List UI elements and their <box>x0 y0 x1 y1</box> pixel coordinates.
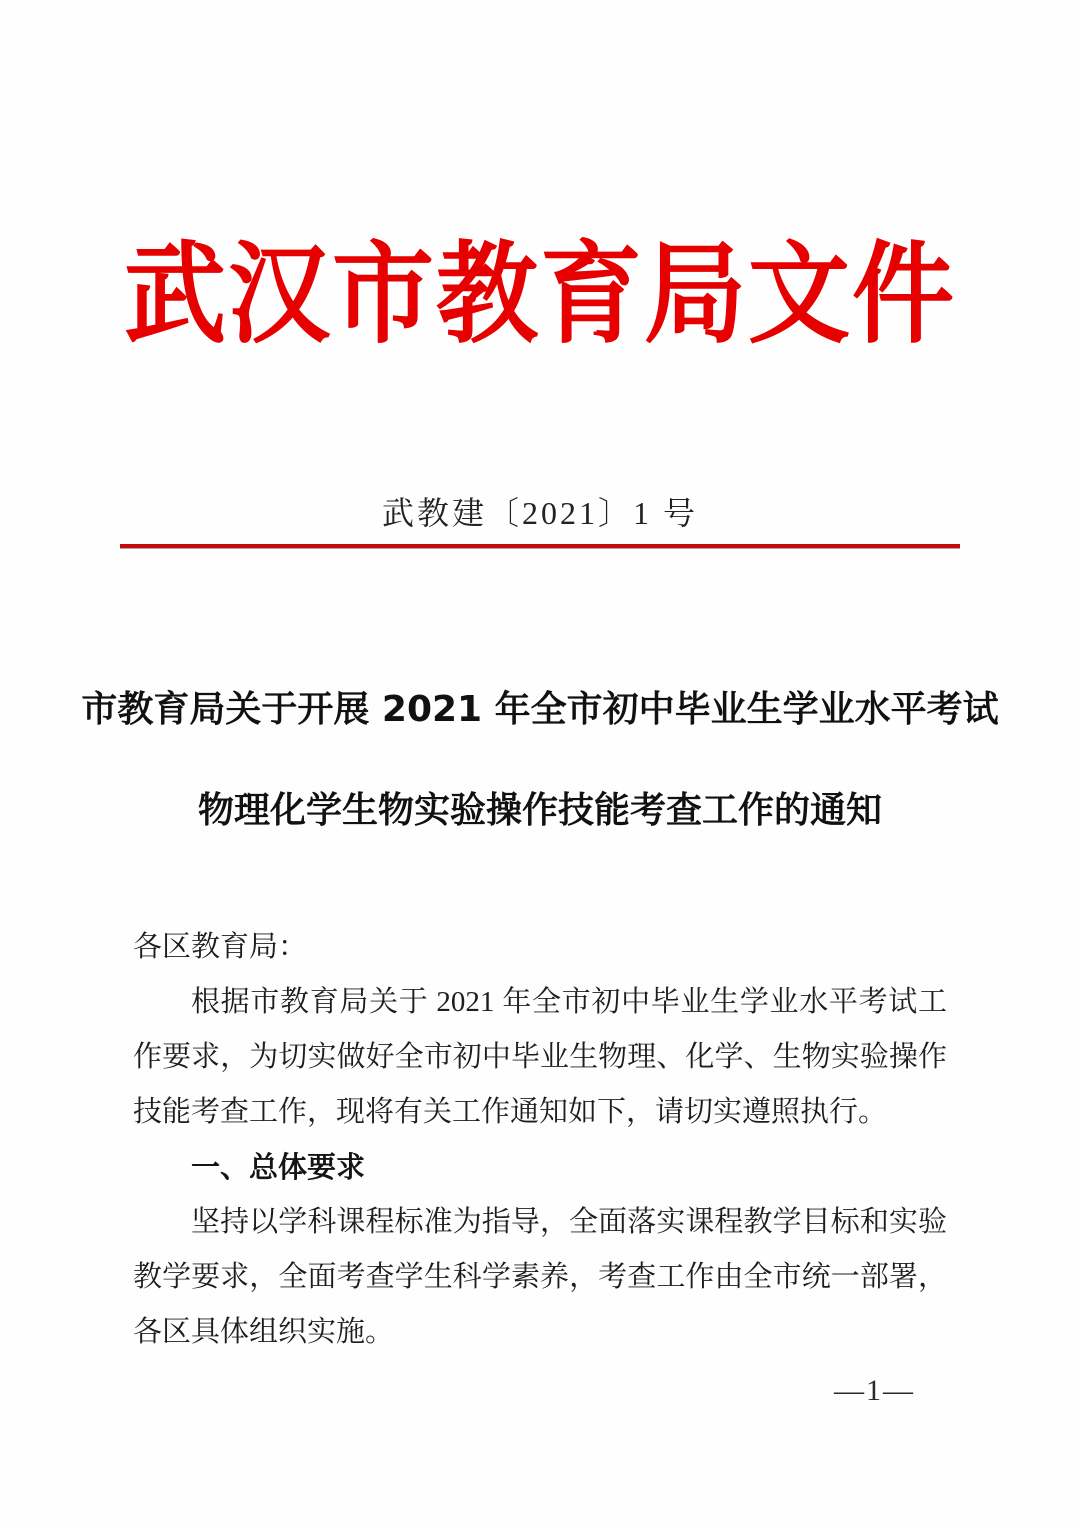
notice-title-line-1: 市教育局关于开展 2021 年全市初中毕业生学业水平考试 <box>81 689 999 731</box>
letterhead-banner-title: 武汉市教育局文件 <box>124 230 956 360</box>
section1-line-3: 各区具体组织实施。 <box>133 1316 395 1349</box>
paragraph1-line-1: 根据市教育局关于 2021 年全市初中毕业生学业水平考试工 <box>191 986 947 1019</box>
paragraph1-line-3: 技能考查工作，现将有关工作通知如下，请切实遵照执行。 <box>133 1096 888 1129</box>
document-body <box>0 920 1080 1360</box>
document-number: 武教建〔2021〕1 号 <box>381 494 698 531</box>
notice-title <box>0 688 1080 832</box>
section1-heading: 一、总体要求 <box>191 1150 366 1185</box>
red-divider-line <box>120 544 960 548</box>
section1-line-2: 教学要求，全面考查学生科学素养，考查工作由全市统一部署， <box>133 1261 947 1294</box>
notice-title-line-2: 物理化学生物实验操作技能考查工作的通知 <box>197 790 882 832</box>
section1-line-1: 坚持以学科课程标准为指导，全面落实课程教学目标和实验 <box>191 1206 947 1239</box>
salutation: 各区教育局： <box>133 931 308 964</box>
page-number: —1— <box>834 1374 915 1408</box>
paragraph1-line-2: 作要求，为切实做好全市初中毕业生物理、化学、生物实验操作 <box>133 1041 947 1074</box>
